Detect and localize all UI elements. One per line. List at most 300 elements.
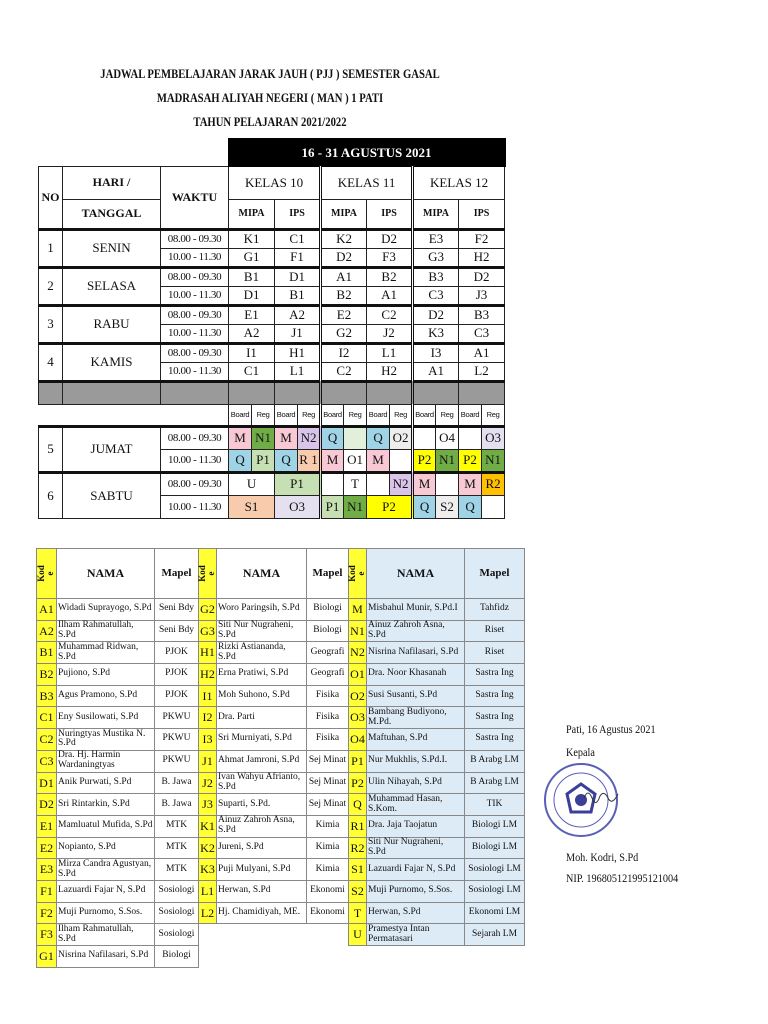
day-name: SENIN: [63, 229, 161, 267]
blank: [39, 139, 229, 166]
teacher-row: [37, 924, 199, 946]
schedule-cell: D2: [413, 305, 459, 324]
teacher-name: Muhammad Ridwan, S.Pd: [57, 642, 155, 664]
teacher-row: [199, 772, 349, 794]
time-slot: 08.00 - 09.30: [161, 229, 229, 248]
schedule-cell: A1: [367, 286, 413, 305]
schedule-cell: N1: [436, 449, 459, 472]
kode-label: Kode: [347, 565, 367, 582]
schedule-cell: C3: [413, 286, 459, 305]
teacher-name: Ainuz Zahroh Asna, S.Pd: [367, 620, 465, 642]
jurusan-header: IPS: [275, 199, 321, 229]
table-row: [39, 166, 505, 199]
table-row: [39, 404, 505, 426]
schedule-cell: P1: [321, 495, 344, 518]
schedule-cell: N1: [344, 495, 367, 518]
teacher-code: J3: [199, 794, 217, 816]
schedule-cell: U: [229, 472, 275, 495]
teacher-name: Muji Purnomo, S.Sos.: [57, 902, 155, 924]
teacher-row: [349, 794, 525, 816]
teacher-code: C2: [37, 729, 57, 751]
jurusan-header: MIPA: [229, 199, 275, 229]
schedule-cell: B1: [229, 267, 275, 286]
col-hari: HARI /: [63, 166, 161, 199]
teacher-subject: Sosiologi LM: [465, 859, 525, 881]
teacher-code: O4: [349, 729, 367, 751]
teacher-row: [199, 599, 349, 621]
nama-header: NAMA: [217, 549, 307, 599]
schedule-cell: O2: [390, 426, 413, 449]
teacher-row: [37, 837, 199, 859]
teacher-code: O2: [349, 685, 367, 707]
nama-header: NAMA: [57, 549, 155, 599]
day-no: 1: [39, 229, 63, 267]
schedule-cell: [367, 472, 390, 495]
sub-header: Reg: [436, 404, 459, 426]
signature-scribble: [582, 786, 622, 806]
teacher-subject: Geografi: [307, 642, 349, 664]
teacher-row: [349, 664, 525, 686]
day-name: SABTU: [63, 472, 161, 518]
teacher-subject: Biologi LM: [465, 815, 525, 837]
schedule-cell: E3: [413, 229, 459, 248]
teacher-subject: Kimia: [307, 815, 349, 837]
schedule-cell: O3: [482, 426, 505, 449]
teacher-subject: Sastra Ing: [465, 707, 525, 729]
schedule-cell: F3: [367, 248, 413, 267]
teacher-row: [37, 642, 199, 664]
teacher-subject: Tahfidz: [465, 599, 525, 621]
day-name: JUMAT: [63, 426, 161, 472]
kode-header: [349, 549, 367, 599]
signature-nip: NIP. 196805121995121004: [566, 871, 679, 885]
table-row: [39, 229, 505, 248]
teacher-name: Rizki Astiananda, S.Pd: [217, 642, 307, 664]
teacher-subject: B Arabg LM: [465, 750, 525, 772]
schedule-cell: M: [275, 426, 298, 449]
schedule-cell: M: [459, 472, 482, 495]
teacher-row: [199, 794, 349, 816]
teacher-subject: PJOK: [155, 642, 199, 664]
school-name: MADRASAH ALIYAH NEGERI ( MAN ) 1 PATI: [156, 90, 384, 105]
schedule-cell: D2: [367, 229, 413, 248]
teacher-code: G2: [199, 599, 217, 621]
teacher-code: A2: [37, 620, 57, 642]
schedule-cell: T: [344, 472, 367, 495]
teacher-code: L2: [199, 902, 217, 924]
teacher-subject: Seni Bdy: [155, 620, 199, 642]
school-year: TAHUN PELAJARAN 2021/2022: [193, 114, 347, 129]
time-slot: 08.00 - 09.30: [161, 472, 229, 495]
teacher-name: Nisrina Nafilasari, S.Pd: [57, 946, 155, 968]
teacher-row: [37, 620, 199, 642]
teacher-name: Misbahul Munir, S.Pd.I: [367, 599, 465, 621]
teacher-code: E2: [37, 837, 57, 859]
teacher-subject: PJOK: [155, 685, 199, 707]
teacher-name: Jureni, S.Pd: [217, 837, 307, 859]
schedule-cell: R2: [482, 472, 505, 495]
teacher-code: H1: [199, 642, 217, 664]
schedule-cell: G1: [229, 248, 275, 267]
schedule-cell: S2: [436, 495, 459, 518]
teacher-subject: Sosiologi: [155, 880, 199, 902]
teacher-name: Hj. Chamidiyah, ME.: [217, 902, 307, 924]
teacher-code: A1: [37, 599, 57, 621]
teacher-subject: Biologi LM: [465, 837, 525, 859]
sub-header: Board: [321, 404, 344, 426]
sub-header: Reg: [298, 404, 321, 426]
teacher-name: Siti Nur Nugraheni, S.Pd: [217, 620, 307, 642]
teacher-code: R2: [349, 837, 367, 859]
day-no: 3: [39, 305, 63, 343]
mapel-header: Mapel: [465, 549, 525, 599]
teacher-name: Dra. Noor Khasanah: [367, 664, 465, 686]
schedule-cell: N1: [252, 426, 275, 449]
teacher-row: [349, 685, 525, 707]
teacher-subject: Seni Bdy: [155, 599, 199, 621]
sub-header: Reg: [390, 404, 413, 426]
sub-header: Reg: [482, 404, 505, 426]
teacher-code: T: [349, 902, 367, 924]
schedule-cell: E2: [321, 305, 367, 324]
schedule-cell: P2: [413, 449, 436, 472]
schedule-cell: G3: [413, 248, 459, 267]
teacher-row: [349, 707, 525, 729]
schedule-cell: K2: [321, 229, 367, 248]
schedule-cell: P1: [252, 449, 275, 472]
schedule-cell: I2: [321, 343, 367, 362]
jurusan-header: IPS: [459, 199, 505, 229]
teacher-subject: Fisika: [307, 707, 349, 729]
schedule-cell: A2: [275, 305, 321, 324]
schedule-cell: Q: [459, 495, 482, 518]
schedule-cell: H2: [367, 362, 413, 381]
teacher-subject: Riset: [465, 620, 525, 642]
teacher-subject: Biologi: [307, 620, 349, 642]
sub-header: Board: [413, 404, 436, 426]
teacher-name: Siti Nur Nugraheni, S.Pd: [367, 837, 465, 859]
teacher-subject: Biologi: [307, 599, 349, 621]
day-no: 6: [39, 472, 63, 518]
schedule-cell: [459, 426, 482, 449]
teacher-subject: Sej Minat: [307, 794, 349, 816]
teacher-subject: Sastra Ing: [465, 729, 525, 751]
schedule-cell: A1: [321, 267, 367, 286]
teacher-name: Bambang Budiyono, M.Pd.: [367, 707, 465, 729]
teacher-name: Nopianto, S.Pd: [57, 837, 155, 859]
schedule-cell: M: [367, 449, 390, 472]
gray-spacer: [275, 381, 321, 404]
col-tanggal: TANGGAL: [63, 199, 161, 229]
time-slot: 10.00 - 11.30: [161, 362, 229, 381]
teacher-subject: PKWU: [155, 729, 199, 751]
teacher-name: Nisrina Nafilasari, S.Pd: [367, 642, 465, 664]
teacher-code: S1: [349, 859, 367, 881]
teacher-row: [199, 707, 349, 729]
gray-spacer: [321, 381, 367, 404]
teacher-row: [349, 815, 525, 837]
jurusan-header: MIPA: [413, 199, 459, 229]
teacher-row: [37, 685, 199, 707]
table-row: [39, 381, 505, 404]
schedule-cell: L1: [367, 343, 413, 362]
teacher-name: Mirza Candra Agustyan, S.Pd: [57, 859, 155, 881]
teacher-row: [37, 772, 199, 794]
teacher-code: P1: [349, 750, 367, 772]
schedule-cell: C3: [459, 324, 505, 343]
sub-header: Board: [367, 404, 390, 426]
table-row: [39, 343, 505, 362]
gray-spacer: [459, 381, 505, 404]
teacher-name: Susi Susanti, S.Pd: [367, 685, 465, 707]
teacher-row: [199, 837, 349, 859]
teacher-subject: MTK: [155, 859, 199, 881]
schedule-cell: F2: [459, 229, 505, 248]
teacher-row: [199, 620, 349, 642]
teacher-name: Dra. Parti: [217, 707, 307, 729]
signature-place-date: Pati, 16 Agustus 2021: [566, 722, 656, 736]
schedule-cell: M: [229, 426, 252, 449]
day-name: SELASA: [63, 267, 161, 305]
teacher-code: C1: [37, 707, 57, 729]
teacher-code: B2: [37, 664, 57, 686]
teacher-row: [349, 772, 525, 794]
teacher-name: Mamluatul Mufida, S.Pd: [57, 815, 155, 837]
schedule-cell: G2: [321, 324, 367, 343]
table-header-row: [199, 549, 349, 599]
time-slot: 10.00 - 11.30: [161, 449, 229, 472]
schedule-cell: H1: [275, 343, 321, 362]
teacher-code: B3: [37, 685, 57, 707]
teacher-code: E3: [37, 859, 57, 881]
teacher-code: G3: [199, 620, 217, 642]
teacher-row: [349, 642, 525, 664]
teacher-name: Ilham Rahmatullah, S.Pd: [57, 924, 155, 946]
schedule-cell: B2: [321, 286, 367, 305]
teacher-row: [349, 880, 525, 902]
gray-spacer: [229, 381, 275, 404]
teacher-code: K3: [199, 859, 217, 881]
teacher-name: Lazuardi Fajar N, S.Pd: [57, 880, 155, 902]
teacher-row: [349, 924, 525, 946]
teacher-subject: Sosiologi LM: [465, 880, 525, 902]
schedule-cell: O3: [275, 495, 321, 518]
gray-spacer: [161, 381, 229, 404]
schedule-cell: K3: [413, 324, 459, 343]
teacher-code: H2: [199, 664, 217, 686]
schedule-cell: H2: [459, 248, 505, 267]
teacher-code: F3: [37, 924, 57, 946]
schedule-cell: N2: [390, 472, 413, 495]
teacher-table-1: [36, 548, 199, 968]
teacher-code: J1: [199, 750, 217, 772]
teacher-subject: Kimia: [307, 859, 349, 881]
teacher-name: Widadi Suprayogo, S.Pd: [57, 599, 155, 621]
teacher-name: Moh Suhono, S.Pd: [217, 685, 307, 707]
schedule-cell: N1: [482, 449, 505, 472]
teacher-name: Ivan Wahyu Afrianto, S.Pd: [217, 772, 307, 794]
schedule-cell: A2: [229, 324, 275, 343]
teacher-code: U: [349, 924, 367, 946]
teacher-row: [199, 750, 349, 772]
teacher-row: [199, 815, 349, 837]
period-band: 16 - 31 AGUSTUS 2021: [229, 139, 505, 166]
schedule-cell: I1: [229, 343, 275, 362]
teacher-code: K2: [199, 837, 217, 859]
nama-header: NAMA: [367, 549, 465, 599]
time-slot: 10.00 - 11.30: [161, 324, 229, 343]
schedule-cell: J1: [275, 324, 321, 343]
teacher-name: Eny Susilowati, S.Pd: [57, 707, 155, 729]
teacher-name: Pramestya Intan Permatasari: [367, 924, 465, 946]
schedule-cell: P2: [459, 449, 482, 472]
teacher-row: [37, 599, 199, 621]
sub-header: Board: [275, 404, 298, 426]
teacher-subject: B. Jawa: [155, 772, 199, 794]
sub-header: Board: [229, 404, 252, 426]
schedule-cell: S1: [229, 495, 275, 518]
teacher-name: Dra. Jaja Taojatun: [367, 815, 465, 837]
schedule-cell: [413, 426, 436, 449]
schedule-cell: Q: [229, 449, 252, 472]
teacher-row: [199, 729, 349, 751]
teacher-name: Sri Rintarkin, S.Pd: [57, 794, 155, 816]
teacher-code: N2: [349, 642, 367, 664]
gray-spacer: [39, 381, 63, 404]
teacher-row: [37, 750, 199, 772]
schedule-cell: K1: [229, 229, 275, 248]
teacher-row: [37, 707, 199, 729]
schedule-cell: A1: [459, 343, 505, 362]
teacher-subject: Riset: [465, 642, 525, 664]
time-slot: 10.00 - 11.30: [161, 495, 229, 518]
schedule-cell: O1: [344, 449, 367, 472]
teacher-row: [349, 859, 525, 881]
schedule-cell: B1: [275, 286, 321, 305]
schedule-cell: B3: [459, 305, 505, 324]
schedule-cell: O4: [436, 426, 459, 449]
teacher-name: Ainuz Zahroh Asna, S.Pd: [217, 815, 307, 837]
table-header-row: [37, 549, 199, 599]
teacher-subject: Ekonomi: [307, 880, 349, 902]
schedule-cell: [344, 426, 367, 449]
teacher-row: [37, 664, 199, 686]
teacher-row: [37, 794, 199, 816]
teacher-subject: Sosiologi: [155, 902, 199, 924]
teacher-code: Q: [349, 794, 367, 816]
teacher-name: Pujiono, S.Pd: [57, 664, 155, 686]
teacher-code: F2: [37, 902, 57, 924]
teacher-row: [199, 859, 349, 881]
teacher-subject: Fisika: [307, 685, 349, 707]
teacher-code: B1: [37, 642, 57, 664]
signature-role: Kepala: [566, 745, 595, 759]
teacher-row: [199, 664, 349, 686]
teacher-code: G1: [37, 946, 57, 968]
kelas-header: KELAS 12: [413, 166, 505, 199]
teacher-code: O3: [349, 707, 367, 729]
teacher-code: D2: [37, 794, 57, 816]
teacher-code: I1: [199, 685, 217, 707]
time-slot: 10.00 - 11.30: [161, 248, 229, 267]
teacher-code: D1: [37, 772, 57, 794]
teacher-name: Puji Mulyani, S.Pd: [217, 859, 307, 881]
schedule-cell: C1: [275, 229, 321, 248]
time-slot: 10.00 - 11.30: [161, 286, 229, 305]
schedule-cell: D2: [321, 248, 367, 267]
schedule-cell: E1: [229, 305, 275, 324]
teacher-subject: Biologi: [155, 946, 199, 968]
schedule-cell: D1: [229, 286, 275, 305]
table-header-row: [349, 549, 525, 599]
teacher-row: [349, 750, 525, 772]
teacher-code: C3: [37, 750, 57, 772]
teacher-name: Woro Paringsih, S.Pd: [217, 599, 307, 621]
schedule-cell: [321, 472, 344, 495]
schedule-cell: [436, 472, 459, 495]
table-row: [39, 305, 505, 324]
teacher-row: [349, 599, 525, 621]
teacher-name: Herwan, S.Pd: [367, 902, 465, 924]
teacher-code: S2: [349, 880, 367, 902]
day-no: 4: [39, 343, 63, 381]
kode-header: [37, 549, 57, 599]
teacher-subject: Ekonomi: [307, 902, 349, 924]
teacher-name: Ilham Rahmatullah, S.Pd: [57, 620, 155, 642]
teacher-code: L1: [199, 880, 217, 902]
gray-spacer: [63, 381, 161, 404]
schedule-cell: A1: [413, 362, 459, 381]
teacher-name: Sri Murniyati, S.Pd: [217, 729, 307, 751]
teacher-subject: PJOK: [155, 664, 199, 686]
time-slot: 08.00 - 09.30: [161, 426, 229, 449]
teacher-name: Herwan, S.Pd: [217, 880, 307, 902]
schedule-cell: [390, 449, 413, 472]
schedule-cell: [482, 495, 505, 518]
teacher-subject: Ekonomi LM: [465, 902, 525, 924]
signature-name: Moh. Kodri, S.Pd: [566, 850, 639, 864]
schedule-cell: B3: [413, 267, 459, 286]
teacher-name: Dra. Hj. Harmin Wardaningtyas: [57, 750, 155, 772]
mapel-header: Mapel: [155, 549, 199, 599]
schedule-cell: L2: [459, 362, 505, 381]
teacher-subject: Sosiologi: [155, 924, 199, 946]
teacher-subject: Sej Minat: [307, 750, 349, 772]
teacher-code: E1: [37, 815, 57, 837]
schedule-cell: Q: [413, 495, 436, 518]
teacher-subject: PKWU: [155, 750, 199, 772]
teacher-code: P2: [349, 772, 367, 794]
teacher-subject: B. Jawa: [155, 794, 199, 816]
teacher-row: [349, 837, 525, 859]
teacher-name: Ahmat Jamroni, S.Pd: [217, 750, 307, 772]
schedule-cell: M: [321, 449, 344, 472]
teacher-subject: MTK: [155, 837, 199, 859]
schedule-cell: C1: [229, 362, 275, 381]
teacher-name: Suparti, S.Pd.: [217, 794, 307, 816]
teacher-code: I3: [199, 729, 217, 751]
teacher-row: [37, 902, 199, 924]
day-name: KAMIS: [63, 343, 161, 381]
sub-header: Reg: [252, 404, 275, 426]
teacher-code: K1: [199, 815, 217, 837]
sub-header: Board: [459, 404, 482, 426]
teacher-table-3: [348, 548, 525, 946]
kelas-header: KELAS 10: [229, 166, 321, 199]
teacher-subject: TIK: [465, 794, 525, 816]
kelas-header: KELAS 11: [321, 166, 413, 199]
jurusan-header: MIPA: [321, 199, 367, 229]
